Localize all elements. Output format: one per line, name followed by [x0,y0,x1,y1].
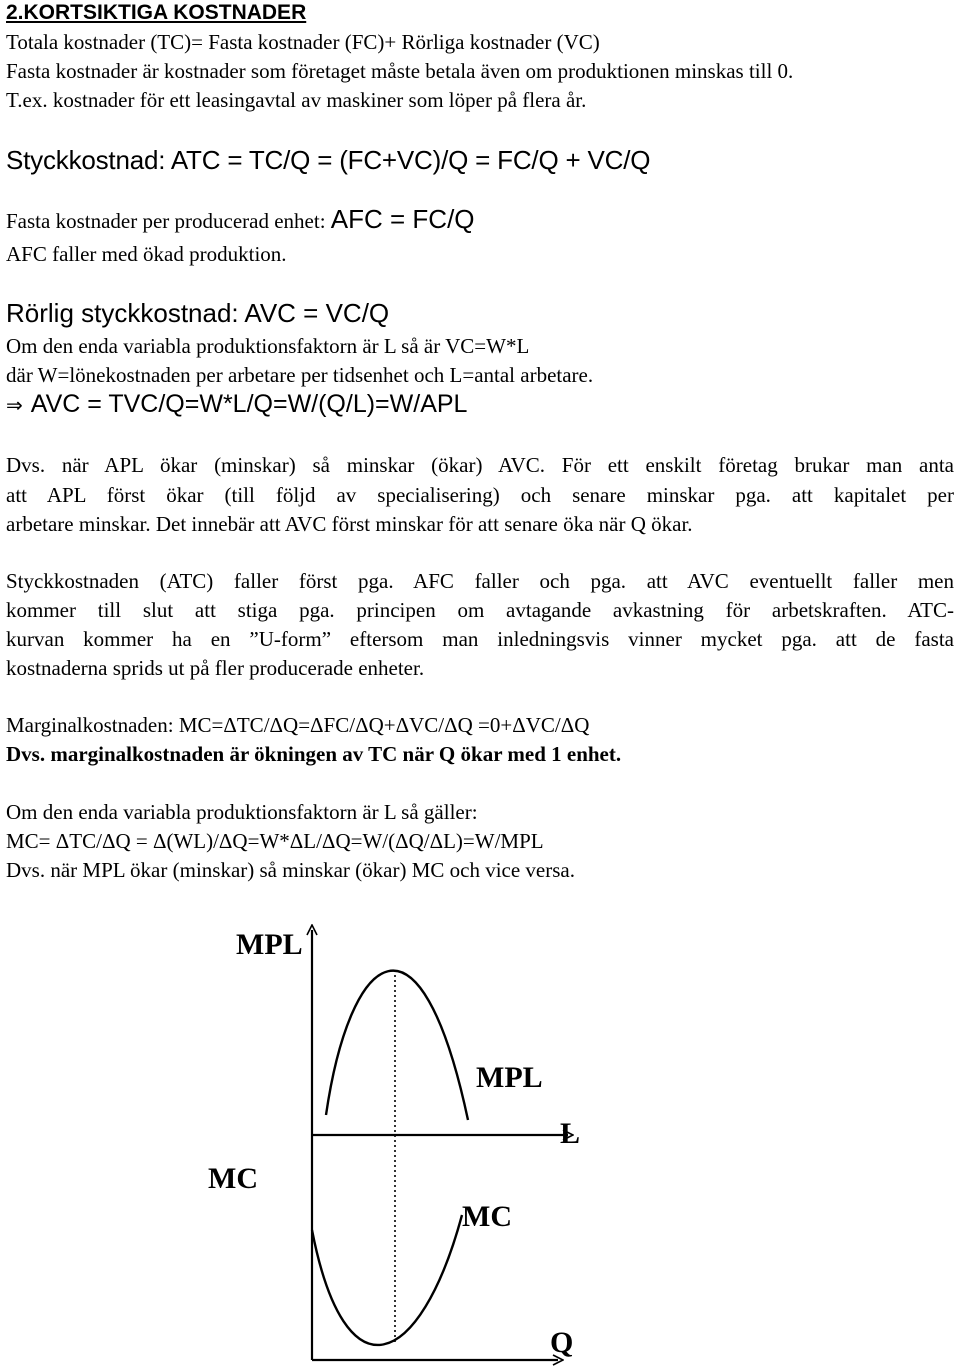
paragraph-line: Dvs. när APL ökar (minskar) så minskar (ökar) AVC. För ett enskilt företag brukar man anta [6,453,954,477]
avc-formula: Rörlig styckkostnad: AVC = VC/Q [6,298,390,328]
mpl-line: Om den enda variabla produktionsfaktorn är L så gäller: [6,800,478,824]
paragraph-line: Styckkostnaden (ATC) faller först pga. AFC faller och pga. att AVC eventuellt faller men [6,569,954,593]
afc-formula: AFC = FC/Q [330,204,475,234]
mpl-line: MC= ΔTC/ΔQ = Δ(WL)/ΔQ=W*ΔL/ΔQ=W/(ΔQ/ΔL)=W/MPL [6,829,544,853]
paragraph-line: arbetare minskar. Det innebär att AVC först minskar för att senare öka när Q ökar. [6,512,693,536]
afc-note: AFC faller med ökad produktion. [6,242,287,266]
intro-line: T.ex. kostnader för ett leasingavtal av maskiner som löper på flera år. [6,88,587,112]
paragraph-line: att APL först ökar (till följd av specialisering) och senare minskar pga. att kapitalet per [6,483,954,507]
intro-line: Totala kostnader (TC)= Fasta kostnader (FC)+ Rörliga kostnader (VC) [6,30,600,54]
intro-line: Fasta kostnader är kostnader som företaget måste betala även om produktionen minskas till 0. [6,59,794,83]
mc-curve [312,1215,462,1345]
diagram-x-label-q: Q [550,1326,574,1359]
diagram-x-label-l: L [560,1117,581,1150]
afc-label: Fasta kostnader per producerad enhet: [6,209,331,233]
avc-line: där W=lönekostnaden per arbetare per tidsenhet och L=antal arbetare. [6,363,594,387]
marginal-formula: Marginalkostnaden: MC=ΔTC/ΔQ=ΔFC/ΔQ+ΔVC/ΔQ =0+ΔVC/ΔQ [6,713,590,737]
implies-symbol: ⇒ [6,393,23,417]
paragraph-line: kostnaderna sprids ut på fler producerade enheter. [6,656,425,680]
page-heading: 2.KORTSIKTIGA KOSTNADER [6,1,307,24]
diagram-y-label-mpl: MPL [236,928,303,961]
mpl-curve [326,971,468,1120]
avc-derivation: AVC = TVC/Q=W*L/Q=W/(Q/L)=W/APL [30,390,468,418]
paragraph-line: kommer till slut att stiga pga. principen om avtagande avkastning för arbetskraften. ATC- [6,598,954,622]
paragraph-line: kurvan kommer ha en ”U-form” eftersom man inledningsvis vinner mycket pga. att de fasta [6,627,954,651]
diagram-y-label-mc: MC [208,1162,258,1195]
diagram-curve-label-mpl: MPL [476,1061,543,1094]
marginal-note: Dvs. marginalkostnaden är ökningen av TC när Q ökar med 1 enhet. [6,742,622,766]
diagram-curve-label-mc: MC [462,1200,512,1233]
mpl-line: Dvs. när MPL ökar (minskar) så minskar (ökar) MC och vice versa. [6,858,575,882]
atc-formula: Styckkostnad: ATC = TC/Q = (FC+VC)/Q = FC/Q + VC/Q [6,145,651,175]
avc-line: Om den enda variabla produktionsfaktorn är L så är VC=W*L [6,334,530,358]
